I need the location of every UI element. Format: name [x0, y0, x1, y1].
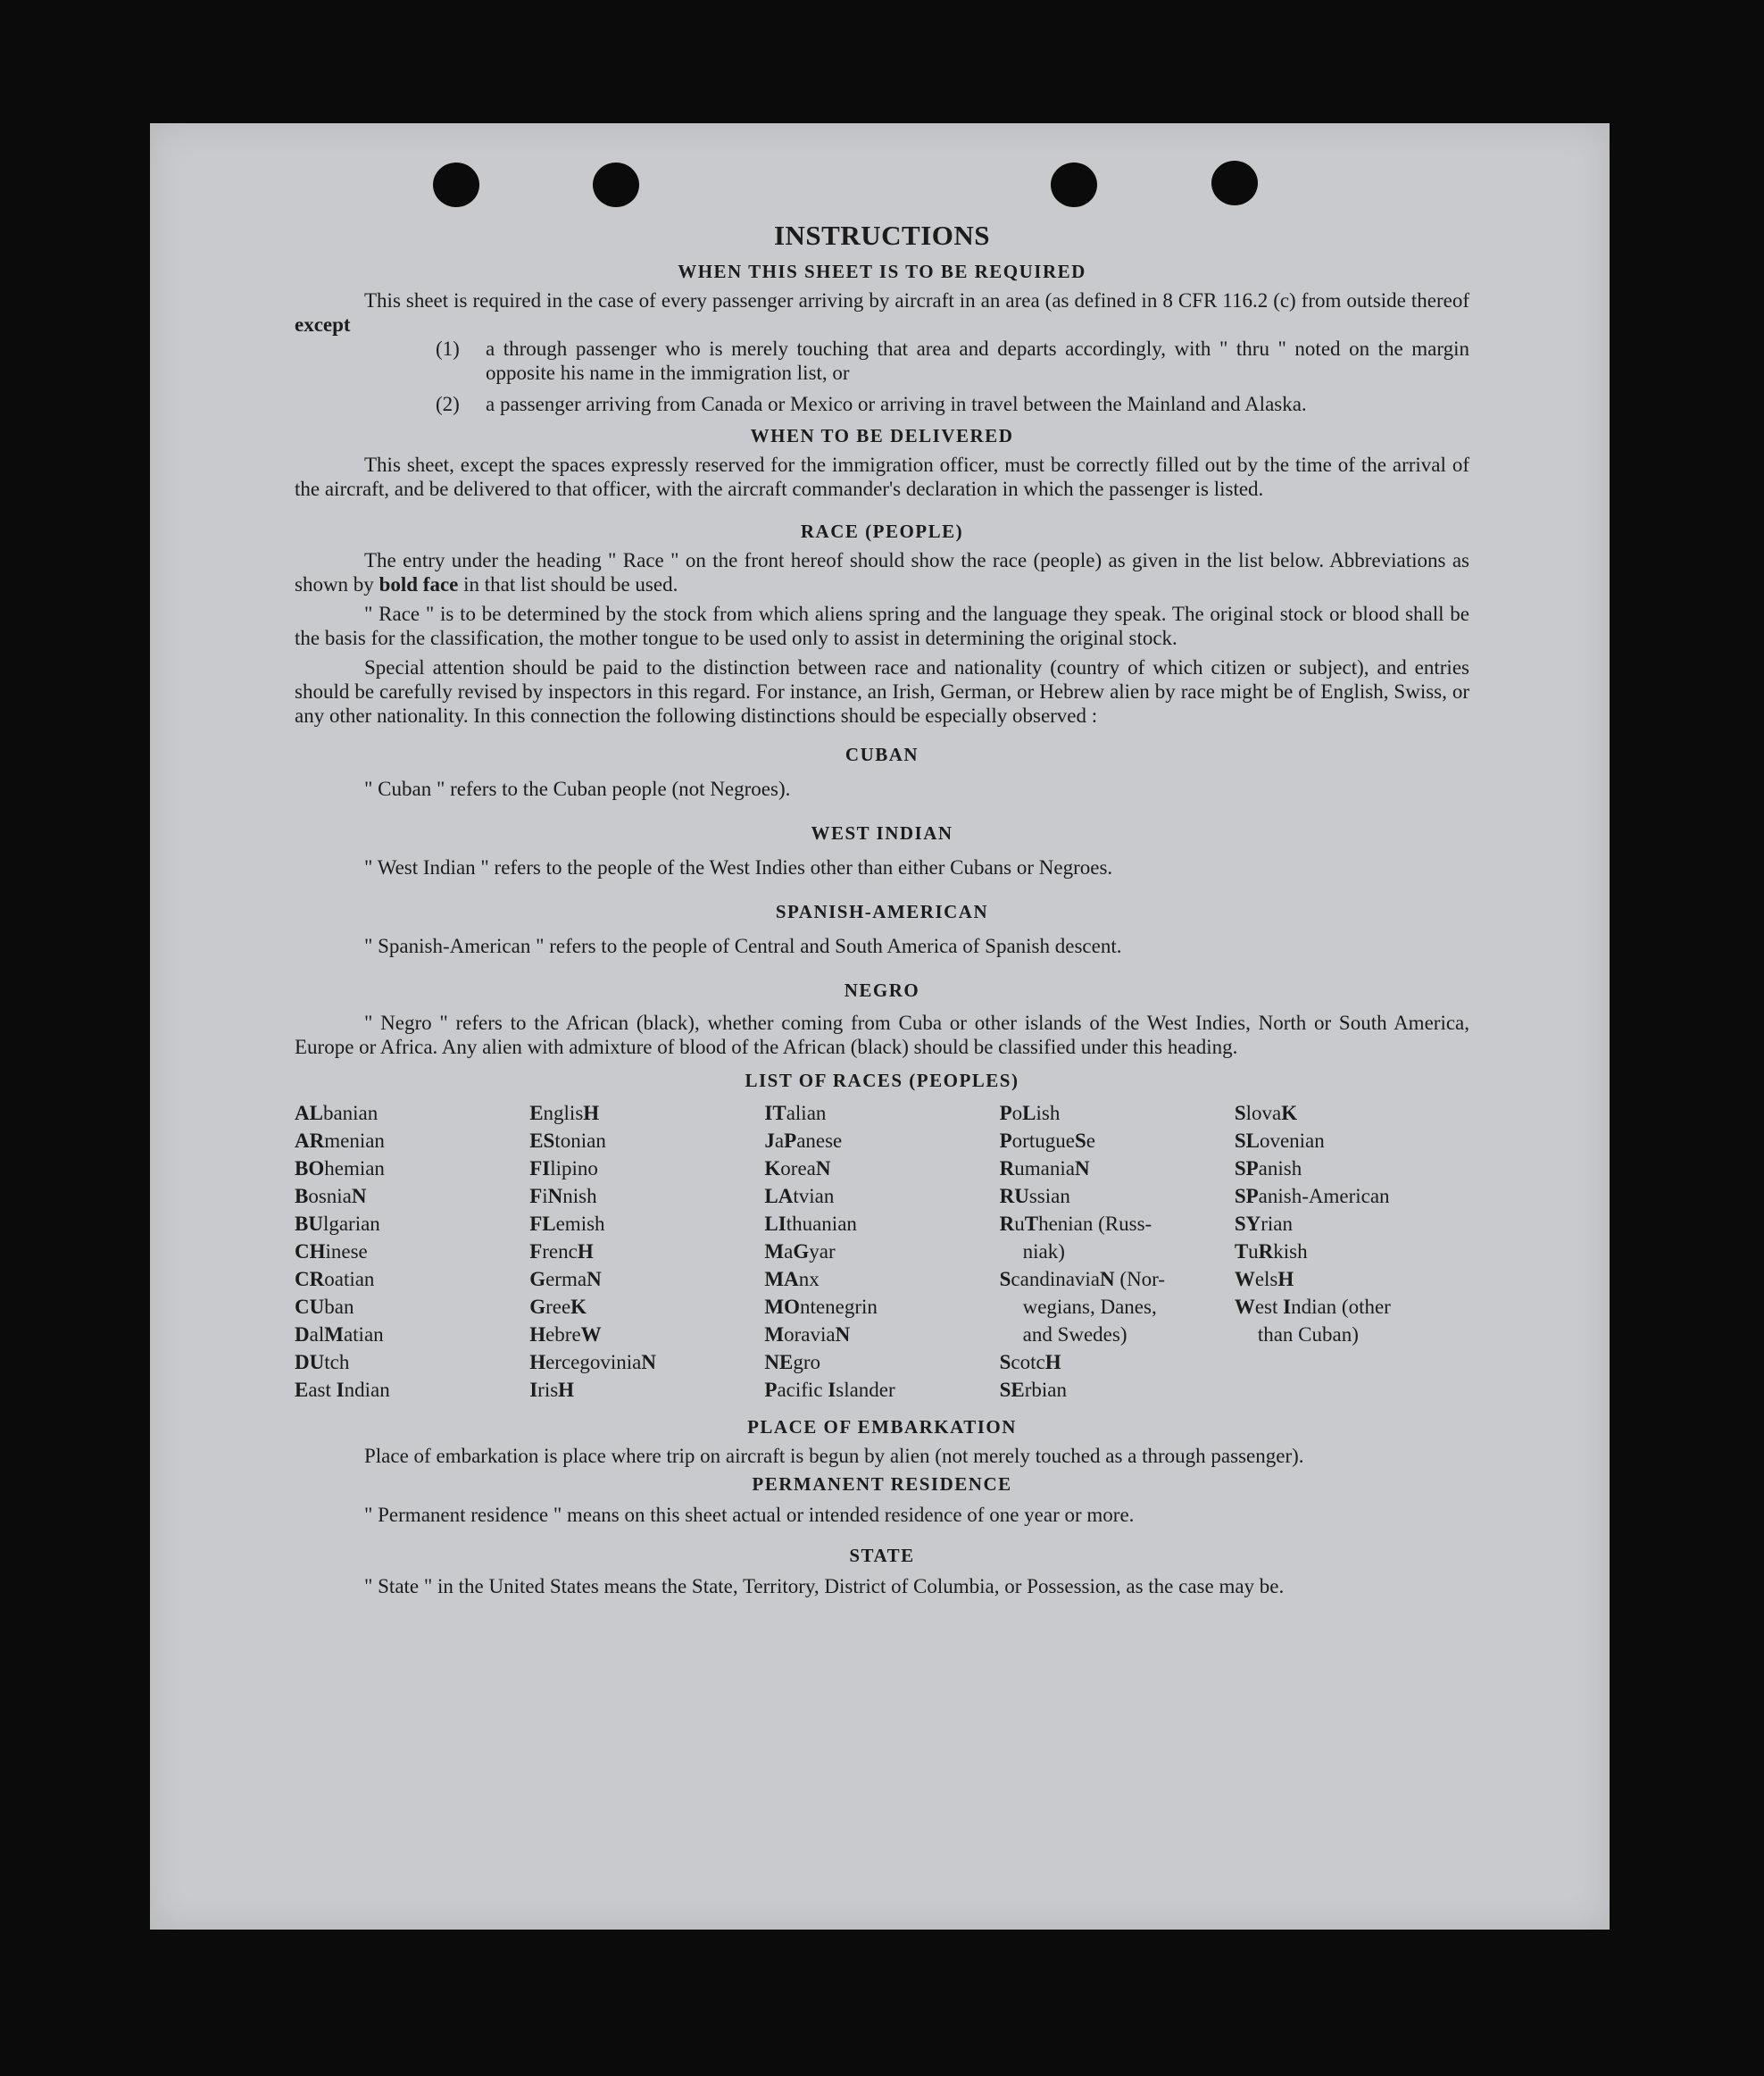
race-entry: [1235, 1238, 1469, 1265]
heading-spanish-american: SPANISH-AMERICAN: [775, 901, 989, 922]
race-entry-segment: SP: [1234, 1185, 1259, 1207]
race-entry-segment: o: [1011, 1102, 1023, 1124]
race-entry: [764, 1155, 999, 1182]
race-entry-segment: ntenegrin: [800, 1296, 878, 1318]
race-entry-segment: ebre: [545, 1323, 581, 1346]
race-entry: [764, 1182, 999, 1210]
race-entry-segment: MA: [764, 1268, 799, 1290]
race-entry-segment: P: [999, 1130, 1012, 1152]
race-entry-segment: R: [1258, 1240, 1274, 1263]
race-entry-segment: LI: [764, 1213, 786, 1235]
race-entry-segment: SL: [1234, 1130, 1260, 1152]
race-entry-segment: wegians, Danes,: [1022, 1296, 1157, 1318]
race-entry-segment: i: [542, 1185, 548, 1207]
race-entry-segment: a: [784, 1240, 794, 1263]
punch-hole: [593, 163, 639, 207]
race-entry-segment: FI: [529, 1157, 551, 1180]
race-entry-segment: W: [580, 1323, 602, 1346]
state-text: " State " in the United States means the State, Territory, District of Columbia, or Possession, as the case may be.: [364, 1575, 1285, 1597]
exception-item: (1) a through passenger who is merely touching that area and departs accordingly, with " thru " noted on the margin opposite his name in the immigration list, or: [436, 338, 1469, 384]
race-entry-segment: ovenian: [1259, 1130, 1325, 1152]
race-entry-segment: erma: [545, 1268, 587, 1290]
race-entry-segment: S: [1074, 1130, 1086, 1152]
race-entry-segment: oatian: [324, 1268, 375, 1290]
race-entry: [295, 1127, 529, 1155]
race-entry: [1235, 1155, 1469, 1182]
cuban-text: " Cuban " refers to the Cuban people (not Negroes).: [364, 778, 791, 800]
race-entry: [764, 1376, 999, 1404]
negro-text: " Negro " refers to the African (black), whether coming from Cuba or other islands of the West Indies, North or South America, Europe or Africa. Any alien with admixture of blood of the African (black) should be classified under this heading.: [295, 1012, 1469, 1058]
punch-hole: [1051, 163, 1097, 207]
race-entry: [1235, 1321, 1469, 1348]
race-entry-segment: u: [1014, 1213, 1025, 1235]
race-entry-segment: R: [999, 1213, 1015, 1235]
race-entry-segment: RU: [999, 1185, 1029, 1207]
race-entry-segment: F: [529, 1240, 543, 1263]
races-column: [1000, 1099, 1235, 1404]
race-entry-segment: H: [529, 1351, 546, 1373]
race-entry: [295, 1210, 529, 1238]
race-entry-segment: H: [577, 1240, 594, 1263]
race-entry-segment: N: [815, 1157, 831, 1180]
race-entry-segment: tch: [324, 1351, 350, 1373]
race-entry-segment: N: [1074, 1157, 1090, 1180]
race-entry-segment: N: [1100, 1268, 1115, 1290]
race-entry-segment: tonian: [554, 1130, 606, 1152]
race-entry: [529, 1155, 764, 1182]
race-entry-segment: anish: [1258, 1157, 1302, 1180]
race-entry-segment: LA: [764, 1185, 794, 1207]
race-entry: [295, 1348, 529, 1376]
race-entry-segment: I: [828, 1379, 836, 1401]
race-entry: [764, 1210, 999, 1238]
race-entry-segment: ssian: [1028, 1185, 1070, 1207]
race-entry-segment: ish: [1036, 1102, 1061, 1124]
race-entry-segment: T: [1234, 1240, 1249, 1263]
race-entry-segment: ree: [545, 1296, 571, 1318]
punch-hole: [433, 163, 479, 207]
race-entry-segment: G: [793, 1240, 810, 1263]
race-entry-segment: anish-American: [1258, 1185, 1390, 1207]
race-entry: [1000, 1099, 1235, 1127]
race-entry-segment: F: [529, 1185, 543, 1207]
heading-list-of-races: LIST OF RACES (PEOPLES): [745, 1070, 1019, 1091]
races-list: [295, 1099, 1469, 1404]
race-entry: [1235, 1265, 1469, 1293]
race-entry: [1235, 1293, 1469, 1321]
race-entry-segment: nx: [798, 1268, 820, 1290]
permanent-residence-text: " Permanent residence " means on this sheet actual or intended residence of one year or more.: [364, 1504, 1135, 1526]
race-entry-segment: IT: [764, 1102, 786, 1124]
race-entry-segment: orea: [780, 1157, 816, 1180]
race-entry-segment: osnia: [308, 1185, 352, 1207]
race-entry-segment: L: [1022, 1102, 1036, 1124]
race-entry: [529, 1321, 764, 1348]
race-entry-segment: anese: [796, 1130, 843, 1152]
race-entry: [764, 1348, 999, 1376]
race-entry-segment: gro: [793, 1351, 821, 1373]
embarkation-text: Place of embarkation is place where trip on aircraft is begun by alien (not merely touched as a through passenger).: [364, 1445, 1304, 1467]
race-entry-segment: NE: [764, 1351, 794, 1373]
races-column: [295, 1099, 529, 1404]
race-entry-segment: a: [774, 1130, 785, 1152]
race-entry: [295, 1265, 529, 1293]
race-entry: [764, 1238, 999, 1265]
race-entry: [764, 1099, 999, 1127]
race-entry: [1000, 1238, 1235, 1265]
races-column: [529, 1099, 764, 1404]
heading-west-indian: WEST INDIAN: [811, 822, 953, 844]
when-required-intro: This sheet is required in the case of every passenger arriving by aircraft in an area (as defined in 8 CFR 116.2 (c) from outside thereof except: [295, 289, 1469, 336]
race-entry-segment: SP: [1234, 1157, 1259, 1180]
race-entry-segment: (Nor-: [1114, 1268, 1166, 1290]
race-entry: [529, 1127, 764, 1155]
heading-when-required: WHEN THIS SHEET IS TO BE REQUIRED: [678, 261, 1086, 282]
race-entry-segment: BO: [295, 1157, 325, 1180]
races-column: [764, 1099, 999, 1404]
race-entry-segment: menian: [324, 1130, 385, 1152]
race-entry-segment: H: [529, 1323, 546, 1346]
race-entry: [1000, 1321, 1235, 1348]
race-entry-segment: DU: [295, 1351, 325, 1373]
race-entry: [529, 1348, 764, 1376]
race-entry-segment: ES: [529, 1130, 555, 1152]
race-entry-segment: J: [764, 1130, 775, 1152]
race-entry-segment: emish: [555, 1213, 605, 1235]
race-entry-segment: G: [529, 1268, 546, 1290]
race-entry: [1000, 1127, 1235, 1155]
race-entry-segment: ris: [537, 1379, 559, 1401]
race-entry-segment: ercegovinia: [545, 1351, 642, 1373]
heading-state: STATE: [849, 1545, 915, 1566]
race-entry-segment: umania: [1014, 1157, 1075, 1180]
race-entry-segment: ndian: [344, 1379, 390, 1401]
race-entry-segment: H: [1277, 1268, 1294, 1290]
race-entry-segment: lgarian: [322, 1213, 380, 1235]
race-paragraph-3: Special attention should be paid to the distinction between race and nationality (country of which citizen or subject), and entries should be carefully revised by inspectors in this regard. For instance, an Irish, German, or Hebrew alien by race might be of English, Swiss, or any other nationality. In this connection the following distinctions should be especially observed :: [295, 656, 1469, 727]
race-entry-segment: P: [764, 1379, 778, 1401]
races-column: [1235, 1099, 1469, 1404]
race-entry: [1000, 1293, 1235, 1321]
race-entry-segment: K: [764, 1157, 781, 1180]
race-entry-segment: W: [1234, 1268, 1255, 1290]
race-entry: [1235, 1099, 1469, 1127]
race-entry-segment: P: [784, 1130, 797, 1152]
race-entry-segment: inese: [325, 1240, 368, 1263]
race-entry: [529, 1099, 764, 1127]
race-entry: [1000, 1155, 1235, 1182]
race-entry-segment: T: [1024, 1213, 1039, 1235]
page-title: INSTRUCTIONS: [773, 220, 990, 251]
race-entry-segment: renc: [542, 1240, 578, 1263]
race-entry-segment: N: [587, 1268, 602, 1290]
when-delivered-text: This sheet, except the spaces expressly reserved for the immigration officer, must be correctly filled out by the time of the arrival of the aircraft, and be delivered to that officer, with the aircraft commander's declaration in which the passenger is listed.: [295, 454, 1469, 500]
race-entry-segment: slander: [836, 1379, 895, 1401]
race-entry-segment: lipino: [550, 1157, 598, 1180]
race-entry: [529, 1210, 764, 1238]
race-entry-segment: cotc: [1011, 1351, 1045, 1373]
race-entry: [295, 1155, 529, 1182]
race-entry: [529, 1376, 764, 1404]
race-entry-segment: alian: [786, 1102, 827, 1124]
race-entry-segment: rbian: [1024, 1379, 1068, 1401]
race-entry-segment: henian (Russ-: [1038, 1213, 1152, 1235]
race-entry-segment: FL: [529, 1213, 556, 1235]
race-entry-segment: hemian: [324, 1157, 385, 1180]
instructions-content: [295, 220, 1469, 1598]
race-entry-segment: N: [351, 1185, 367, 1207]
race-entry-segment: D: [295, 1323, 310, 1346]
race-entry-segment: and Swedes): [1022, 1323, 1127, 1346]
race-entry-segment: B: [295, 1185, 309, 1207]
race-entry-segment: acific: [777, 1379, 828, 1401]
race-entry: [764, 1293, 999, 1321]
heading-when-delivered: WHEN TO BE DELIVERED: [750, 425, 1014, 446]
heading-cuban: CUBAN: [845, 744, 919, 765]
race-entry: [529, 1182, 764, 1210]
race-entry: [1235, 1182, 1469, 1210]
race-entry: [764, 1321, 999, 1348]
race-entry-segment: atian: [343, 1323, 384, 1346]
race-entry-segment: S: [999, 1351, 1011, 1373]
race-entry-segment: lova: [1245, 1102, 1282, 1124]
race-entry: [295, 1182, 529, 1210]
race-entry-segment: AL: [295, 1102, 323, 1124]
race-entry-segment: tvian: [793, 1185, 835, 1207]
race-entry: [529, 1265, 764, 1293]
race-entry-segment: G: [529, 1296, 546, 1318]
race-entry-segment: N: [835, 1323, 851, 1346]
race-entry: [1000, 1376, 1235, 1404]
race-entry-segment: al: [309, 1323, 325, 1346]
race-entry-segment: S: [999, 1268, 1011, 1290]
race-entry-segment: BU: [295, 1213, 323, 1235]
heading-permanent-residence: PERMANENT RESIDENCE: [752, 1473, 1012, 1495]
race-entry-segment: MO: [764, 1296, 801, 1318]
race-entry-segment: M: [764, 1323, 785, 1346]
race-entry: [1235, 1210, 1469, 1238]
race-entry-segment: H: [558, 1379, 575, 1401]
race-entry-segment: S: [1234, 1102, 1246, 1124]
race-entry: [295, 1099, 529, 1127]
race-entry-segment: oravia: [784, 1323, 836, 1346]
race-entry-segment: els: [1254, 1268, 1278, 1290]
race-entry-segment: candinavia: [1011, 1268, 1101, 1290]
race-paragraph-2: " Race " is to be determined by the stock from which aliens spring and the language they speak. The original stock or blood shall be the basis for the classification, the mother tongue to be used only to assist in determining the original stock.: [295, 603, 1469, 649]
race-entry-segment: R: [999, 1157, 1015, 1180]
race-entry-segment: W: [1234, 1296, 1255, 1318]
heading-race: RACE (PEOPLE): [800, 521, 964, 542]
race-entry: [295, 1376, 529, 1404]
document-sheet: [150, 123, 1610, 1930]
race-entry-segment: yar: [809, 1240, 836, 1263]
race-entry-segment: I: [529, 1379, 538, 1401]
race-entry-segment: niak): [1022, 1240, 1065, 1263]
race-entry-segment: banian: [322, 1102, 379, 1124]
race-entry: [529, 1293, 764, 1321]
race-entry: [295, 1321, 529, 1348]
race-entry-segment: P: [999, 1102, 1012, 1124]
race-entry: [1235, 1127, 1469, 1155]
race-entry-segment: u: [1248, 1240, 1259, 1263]
race-entry-segment: K: [1281, 1102, 1298, 1124]
race-entry-segment: nglis: [543, 1102, 584, 1124]
race-entry-segment: kish: [1273, 1240, 1308, 1263]
race-entry-segment: N: [641, 1351, 656, 1373]
race-entry-segment: CH: [295, 1240, 326, 1263]
race-entry-segment: I: [1283, 1296, 1292, 1318]
race-entry: [1000, 1210, 1235, 1238]
race-paragraph-1: The entry under the heading " Race " on the front hereof should show the race (people) as given in the list below. Abbreviations as shown by bold face in that list should be used.: [295, 549, 1469, 596]
exception-item: (2) a passenger arriving from Canada or Mexico or arriving in travel between the Mainland and Alaska.: [436, 393, 1307, 415]
race-entry-segment: than Cuban): [1257, 1323, 1359, 1346]
race-entry-segment: ast: [308, 1379, 337, 1401]
race-entry-segment: thuanian: [786, 1213, 857, 1235]
race-entry: [1000, 1182, 1235, 1210]
race-entry-segment: N: [547, 1185, 563, 1207]
punch-hole: [1211, 161, 1258, 205]
race-entry-segment: E: [529, 1102, 544, 1124]
race-entry: [764, 1265, 999, 1293]
race-entry: [1000, 1348, 1235, 1376]
race-entry-segment: H: [1044, 1351, 1061, 1373]
race-entry-segment: AR: [295, 1130, 325, 1152]
race-entry-segment: ban: [324, 1296, 354, 1318]
race-entry-segment: E: [295, 1379, 309, 1401]
race-entry-segment: e: [1086, 1130, 1095, 1152]
race-entry-segment: ortugue: [1011, 1130, 1075, 1152]
race-entry-segment: rian: [1261, 1213, 1293, 1235]
race-entry-segment: nish: [562, 1185, 597, 1207]
race-entry: [764, 1127, 999, 1155]
race-entry-segment: ndian (other: [1291, 1296, 1391, 1318]
race-entry-segment: CR: [295, 1268, 325, 1290]
race-entry-segment: I: [336, 1379, 345, 1401]
race-entry-segment: M: [764, 1240, 785, 1263]
heading-embarkation: PLACE OF EMBARKATION: [747, 1416, 1017, 1438]
west-indian-text: " West Indian " refers to the people of the West Indies other than either Cubans or Negroes.: [364, 856, 1113, 879]
spanish-american-text: " Spanish-American " refers to the people of Central and South America of Spanish descent.: [364, 935, 1122, 957]
race-entry-segment: SE: [999, 1379, 1025, 1401]
race-entry-segment: M: [324, 1323, 344, 1346]
race-entry-segment: CU: [295, 1296, 325, 1318]
race-entry-segment: H: [583, 1102, 600, 1124]
race-entry: [295, 1293, 529, 1321]
race-entry-segment: SY: [1234, 1213, 1261, 1235]
race-entry: [529, 1238, 764, 1265]
race-entry: [1000, 1265, 1235, 1293]
race-entry: [295, 1238, 529, 1265]
heading-negro: NEGRO: [844, 980, 920, 1001]
race-entry-segment: K: [570, 1296, 587, 1318]
race-entry-segment: est: [1254, 1296, 1284, 1318]
